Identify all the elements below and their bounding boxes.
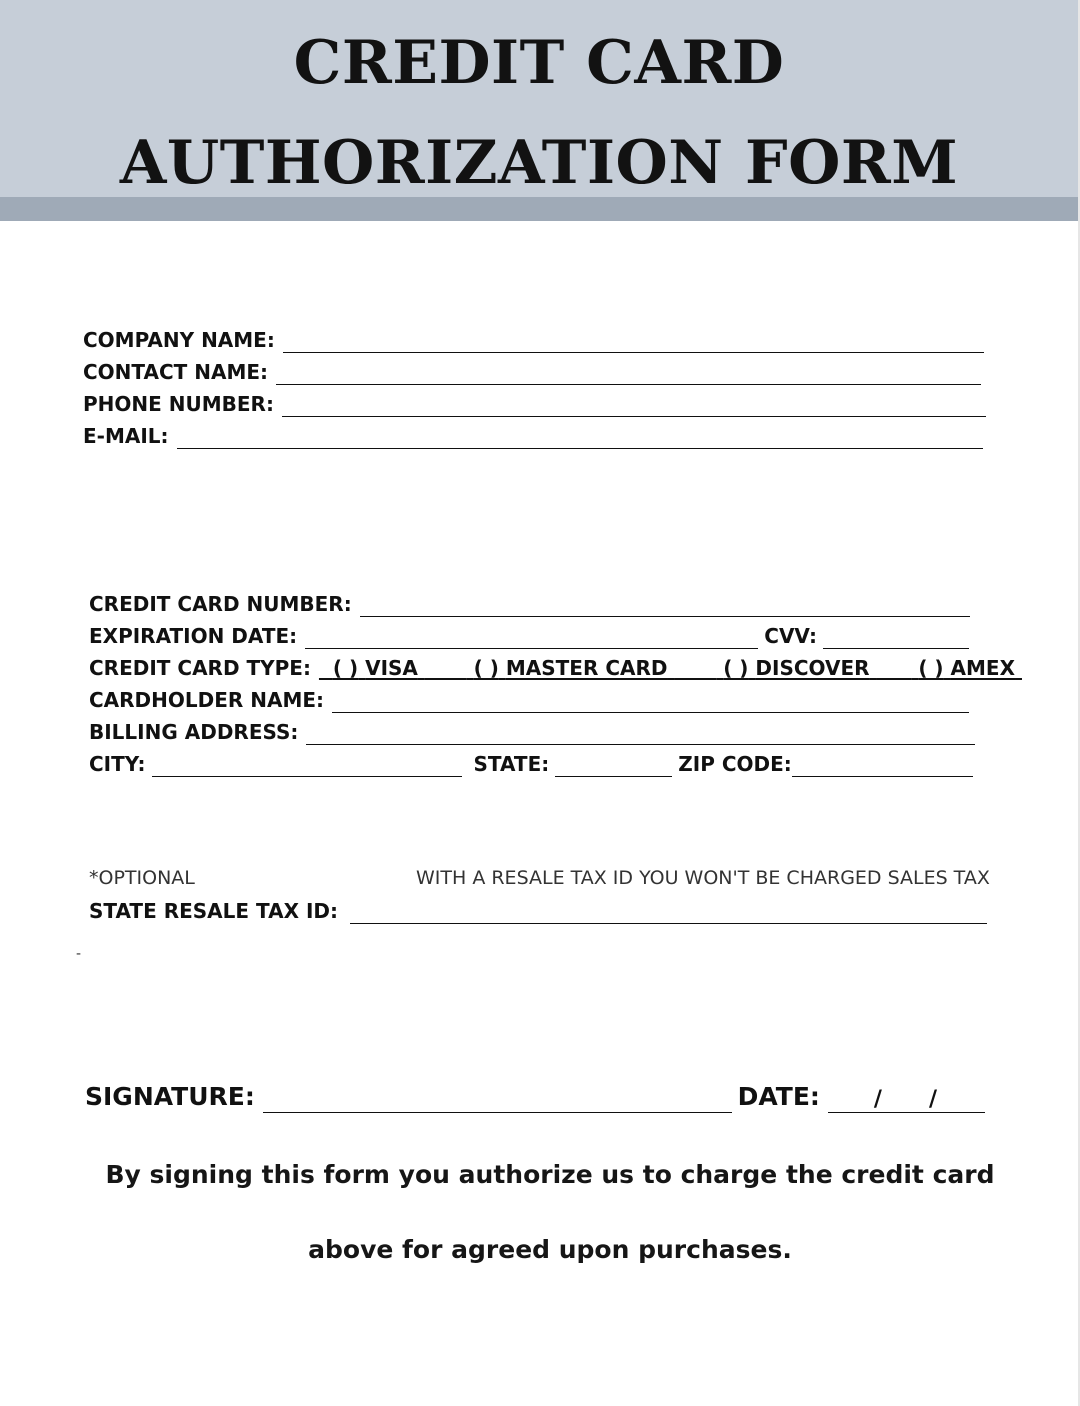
- zip-code-label: ZIP CODE:: [678, 752, 792, 776]
- date-separator-2: /: [928, 1087, 937, 1112]
- signature-row: [85, 1081, 985, 1113]
- billing-address-field[interactable]: [306, 725, 975, 745]
- amex-checkbox[interactable]: ( ): [918, 656, 944, 680]
- form-title-line1: CREDIT CARD: [293, 28, 785, 98]
- mastercard-label: MASTER CARD: [505, 656, 668, 680]
- resale-tax-note: WITH A RESALE TAX ID YOU WON'T BE CHARGED SALES TAX: [416, 867, 990, 889]
- date-separator-1: /: [873, 1087, 882, 1112]
- visa-checkbox[interactable]: ( ): [332, 656, 359, 680]
- discover-checkbox[interactable]: ( ): [723, 656, 749, 680]
- expiration-field[interactable]: [305, 629, 758, 649]
- signature-field[interactable]: [263, 1088, 732, 1113]
- zip-code-field[interactable]: [792, 757, 973, 777]
- company-name-label: COMPANY NAME:: [83, 328, 275, 352]
- card-type-row: [89, 655, 1016, 681]
- date-label: DATE:: [737, 1082, 820, 1111]
- phone-number-row: [83, 391, 986, 417]
- cardholder-row: [89, 687, 969, 713]
- cvv-label: CVV:: [764, 624, 817, 648]
- resale-tax-field[interactable]: [350, 904, 987, 924]
- city-label: CITY:: [89, 752, 146, 776]
- expiration-row: [89, 623, 969, 649]
- visa-label: VISA: [365, 656, 418, 680]
- email-field[interactable]: [177, 429, 983, 449]
- state-label: STATE:: [473, 752, 550, 776]
- cardholder-field[interactable]: [332, 693, 969, 713]
- company-name-row: [83, 327, 984, 353]
- amex-label: AMEX: [950, 656, 1016, 680]
- authorization-text-line1: By signing this form you authorize us to charge the credit card: [105, 1160, 995, 1189]
- resale-tax-label: STATE RESALE TAX ID:: [89, 899, 338, 923]
- cvv-field[interactable]: [823, 629, 969, 649]
- card-number-row: [89, 591, 970, 617]
- mastercard-checkbox[interactable]: ( ): [473, 656, 499, 680]
- authorization-text-line2: above for agreed upon purchases.: [308, 1235, 792, 1264]
- city-field[interactable]: [152, 757, 462, 777]
- expiration-label: EXPIRATION DATE:: [89, 624, 298, 648]
- card-type-options: [319, 655, 1022, 681]
- cardholder-label: CARDHOLDER NAME:: [89, 688, 325, 712]
- resale-tax-row: [89, 898, 987, 924]
- email-row: [83, 423, 983, 449]
- company-name-field[interactable]: [283, 333, 984, 353]
- email-label: E-MAIL:: [83, 424, 169, 448]
- header-stripe: [0, 197, 1078, 221]
- stray-mark: -: [76, 946, 82, 962]
- phone-number-field[interactable]: [282, 397, 986, 417]
- form-title-line2: AUTHORIZATION FORM: [119, 128, 959, 198]
- discover-label: DISCOVER: [755, 656, 870, 680]
- card-type-label: CREDIT CARD TYPE:: [89, 656, 311, 680]
- phone-number-label: PHONE NUMBER:: [83, 392, 274, 416]
- contact-name-label: CONTACT NAME:: [83, 360, 269, 384]
- date-field[interactable]: [828, 1088, 985, 1113]
- optional-note: *OPTIONAL: [89, 867, 195, 889]
- contact-name-row: [83, 359, 981, 385]
- state-field[interactable]: [555, 757, 672, 777]
- billing-address-row: [89, 719, 975, 745]
- card-number-label: CREDIT CARD NUMBER:: [89, 592, 352, 616]
- card-number-field[interactable]: [360, 597, 970, 617]
- city-state-zip-row: [89, 751, 973, 777]
- contact-name-field[interactable]: [276, 365, 981, 385]
- signature-label: SIGNATURE:: [85, 1082, 255, 1111]
- billing-address-label: BILLING ADDRESS:: [89, 720, 299, 744]
